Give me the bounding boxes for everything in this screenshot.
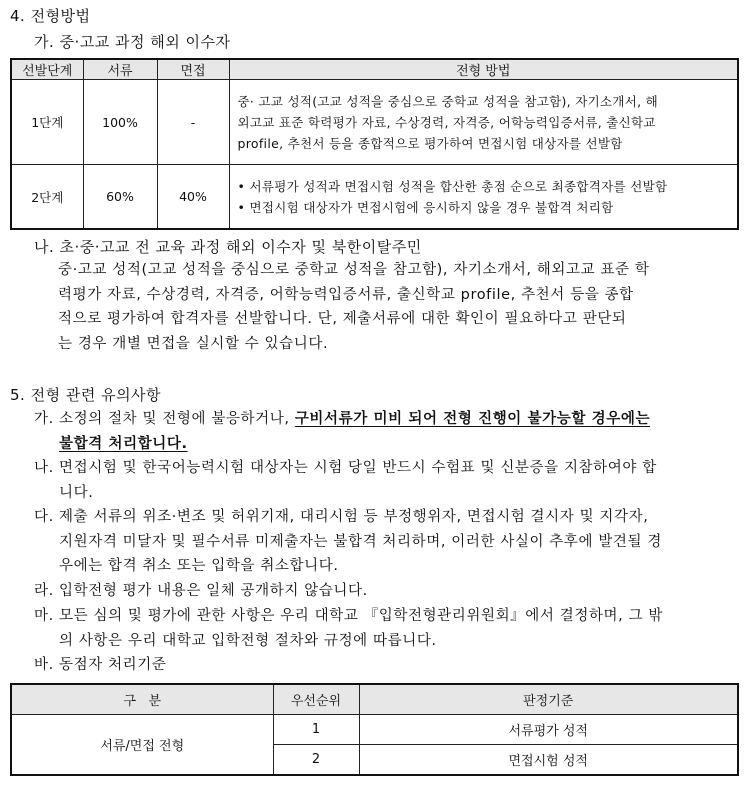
item-text: 입학전형 평가 내용은 일체 공개하지 않습니다. <box>59 583 368 599</box>
item-text: 지원자격 미달자 및 필수서류 미제출자는 불합격 처리하며, 이러한 사실이 추후에 발견될 경 <box>59 533 662 550</box>
item-marker: 라. <box>34 583 54 599</box>
item-marker: 마. <box>34 608 54 624</box>
method-cell <box>229 80 738 165</box>
method-line: profile, 추천서 등을 종합적으로 평가하여 면접시험 대상자를 선발함 <box>237 135 623 151</box>
stage-cell: 1단계 <box>11 80 83 165</box>
interview-weight-cell: 40% <box>157 165 229 230</box>
notice-item-c <box>34 505 744 579</box>
table-row <box>11 715 738 745</box>
col-criterion: 판정기준 <box>359 684 738 715</box>
priority-cell: 2 <box>273 745 359 776</box>
body-line: 는 경우 개별 면접을 실시할 수 있습니다. <box>58 335 329 352</box>
item-text: 동점자 처리기준 <box>59 657 167 673</box>
col-stage: 선발단계 <box>11 59 83 80</box>
notice-item-f <box>34 653 744 678</box>
item-text: 우에는 합격 취소 또는 입학을 취소합니다. <box>59 558 339 574</box>
table-header-row <box>11 59 738 80</box>
subsection-b-heading: 나. 초·중·고교 전 교육 과정 해외 이수자 및 북한이탈주민 <box>34 238 422 256</box>
method-bullet: • 면접시험 대상자가 면접시험에 응시하지 않을 경우 불합격 처리함 <box>238 197 732 218</box>
criterion-cell: 서류평가 성적 <box>359 715 738 745</box>
method-line: 중· 고교 성적(고교 성적을 중심으로 중학교 성적을 참고함), 자기소개서, 해 <box>237 93 659 109</box>
item-text: 소정의 절차 및 전형에 불응하거나, <box>59 411 295 427</box>
item-marker: 가. <box>34 411 54 427</box>
method-bullet: • 서류평가 성적과 면접시험 성적을 합산한 총점 순으로 최종합격자를 선발함 <box>238 176 732 197</box>
method-line: 외고교 표준 학력평가 자료, 수상경력, 자격증, 어학능력입증서류, 출신학교 <box>237 114 656 130</box>
item-emphasis: 불합격 처리합니다. <box>59 435 188 452</box>
section-5-heading: 5. 전형 관련 유의사항 <box>10 386 162 404</box>
doc-weight-cell: 60% <box>83 165 157 230</box>
body-line: 력평가 자료, 수상경력, 자격증, 어학능력입증서류, 출신학교 profile, 추천서 등을 종합 <box>58 286 634 303</box>
col-priority: 우선순위 <box>273 684 359 715</box>
item-text: 니다. <box>59 484 94 501</box>
item-marker: 다. <box>34 509 54 525</box>
col-method: 전형 방법 <box>229 59 738 80</box>
table-row <box>11 80 738 165</box>
priority-cell: 1 <box>273 715 359 745</box>
body-line: 적으로 평가하여 합격자를 선발합니다. 단, 제출서류에 대한 확인이 필요하다고 판단되 <box>58 311 627 327</box>
method-cell <box>229 165 738 230</box>
table-row <box>11 165 738 230</box>
subsection-b-body <box>58 258 738 356</box>
item-marker: 나. <box>34 460 54 476</box>
section-4-heading: 4. 전형방법 <box>10 7 91 25</box>
tie-break-table <box>10 683 739 776</box>
col-documents: 서류 <box>83 59 157 80</box>
item-text: 의 사항은 우리 대학교 입학전형 절차와 규정에 따릅니다. <box>59 632 437 649</box>
item-text: 모든 심의 및 평가에 관한 사항은 우리 대학교 『입학전형관리위원회』에서 결정하며, 그 밖 <box>59 608 663 624</box>
category-cell: 서류/면접 전형 <box>11 715 273 776</box>
notice-item-d <box>34 579 744 604</box>
doc-weight-cell: 100% <box>83 80 157 165</box>
selection-method-table <box>10 58 739 230</box>
item-emphasis: 구비서류가 미비 되어 전형 진행이 불가능할 경우에는 <box>294 411 651 427</box>
notice-item-e <box>34 604 744 653</box>
stage-cell: 2단계 <box>11 165 83 230</box>
notice-item-a <box>34 407 744 456</box>
item-text: 면접시험 및 한국어능력시험 대상자는 시험 당일 반드시 수험표 및 신분증을 지참하여야 합 <box>59 460 657 476</box>
item-marker: 바. <box>34 657 54 673</box>
body-line: 중·고교 성적(고교 성적을 중심으로 중학교 성적을 참고함), 자기소개서, 해외고교 표준 학 <box>58 262 650 278</box>
interview-weight-cell: - <box>157 80 229 165</box>
method-bullets <box>238 176 732 218</box>
subsection-a-heading: 가. 중·고교 과정 해외 이수자 <box>34 33 231 51</box>
criterion-cell: 면접시험 성적 <box>359 745 738 776</box>
col-category: 구 분 <box>11 684 273 715</box>
table-header-row <box>11 684 738 715</box>
item-text: 제출 서류의 위조·변조 및 허위기재, 대리시험 등 부정행위자, 면접시험 결시자 및 지각자, <box>59 509 649 525</box>
notice-item-b <box>34 456 744 505</box>
col-interview: 면접 <box>157 59 229 80</box>
